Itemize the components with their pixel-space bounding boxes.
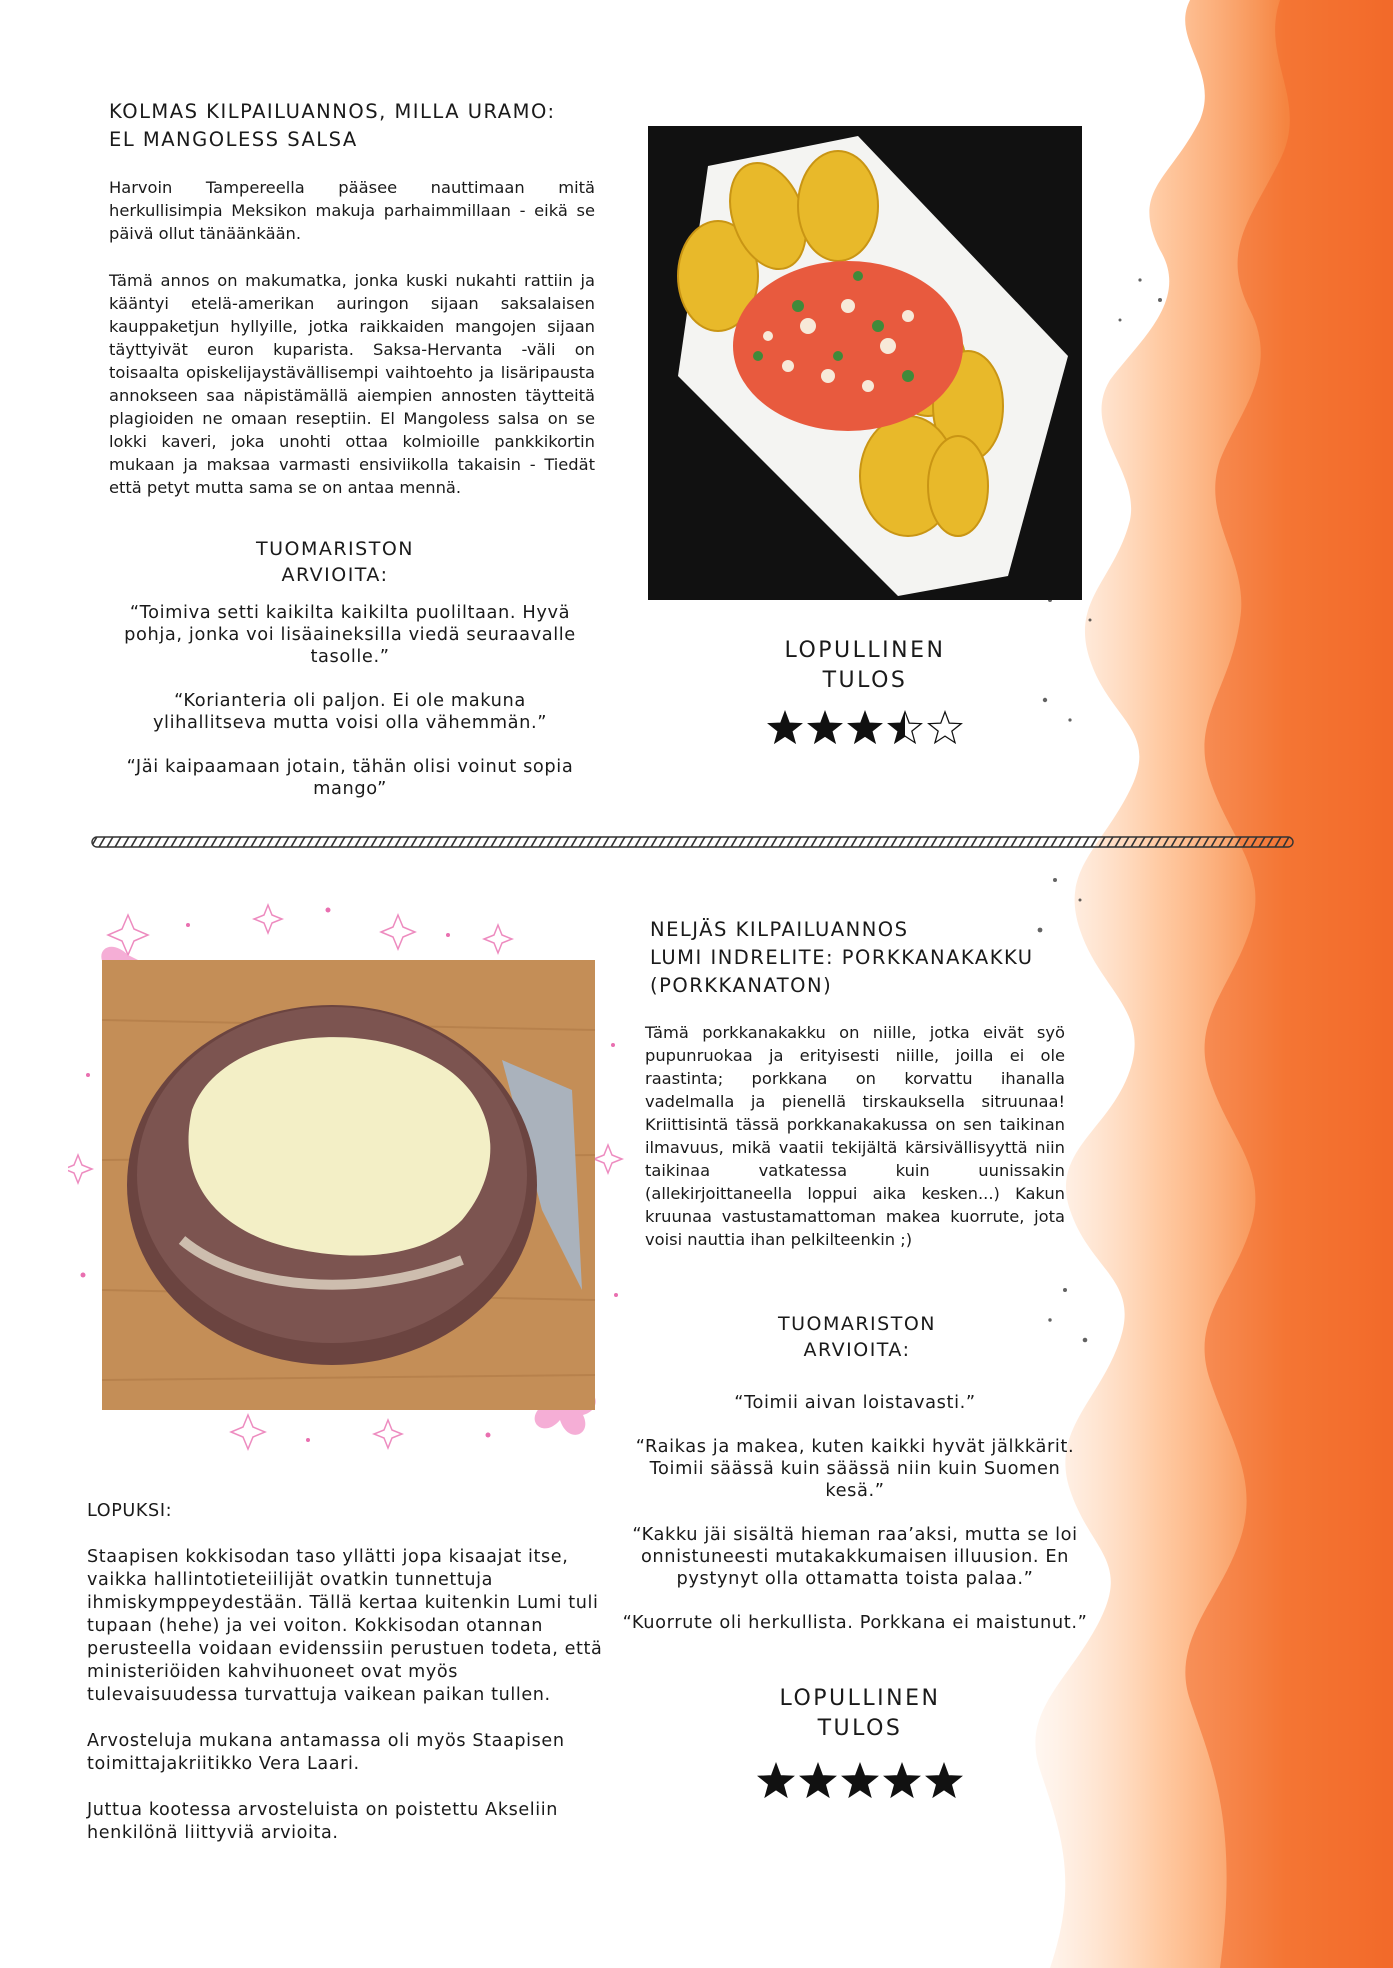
star-full-icon bbox=[847, 710, 883, 746]
entry4-paragraph: Tämä porkkanakakku on niille, jotka eivät syö pupunruokaa ja erityisesti niille, joilla ei ole raastinta; porkkana on korvattu ihanalla vadelmalla ja pienellä tirskauksella sitruunaa! Kriittisintä tässä porkkanakakussa on sen taikinan ilmavuus, mikä vaatii tekijältä kärsivällisyyttä niin taikinaa vatkatessa kuin uunissakin (allekirjoittaneella loppui aika kesken...) Kakun kruunaa vastustamattoman makea kuorrute, jota voisi nauttia ihan pelkilteenkin ;) bbox=[645, 1023, 1065, 1249]
salsa-photo bbox=[648, 126, 1082, 600]
entry3-rating bbox=[715, 710, 1015, 746]
star-half-icon bbox=[887, 710, 923, 746]
entry3-quote-2: “Korianteria oli paljon. Ei ole makuna ylihallitseva mutta voisi olla vähemmän.” bbox=[152, 690, 548, 733]
entry4-quotes bbox=[620, 1392, 1090, 1634]
entry4-final-heading: LOPULLINEN TULOS bbox=[779, 1686, 941, 1741]
cake-photo bbox=[102, 960, 595, 1410]
star-full-icon bbox=[841, 1762, 879, 1800]
closing-section bbox=[87, 1500, 607, 1845]
entry4-quote-2: “Raikas ja makea, kuten kaikki hyvät jälkkärit. Toimii säässä kuin säässä niin kuin Suomen kesä.” bbox=[635, 1436, 1075, 1501]
closing-paragraph-3: Juttua kootessa arvosteluista on poistettu Akseliin henkilönä liittyviä arvioita. bbox=[87, 1800, 559, 1843]
closing-heading: LOPUKSI: bbox=[87, 1501, 173, 1521]
star-full-icon bbox=[807, 710, 843, 746]
entry4-rating bbox=[710, 1762, 1010, 1800]
star-full-icon bbox=[799, 1762, 837, 1800]
closing-paragraph-2: Arvosteluja mukana antamassa oli myös Staapisen toimittajakriitikko Vera Laari. bbox=[87, 1731, 565, 1774]
entry4-judges-heading: TUOMARISTON ARVIOITA: bbox=[778, 1313, 936, 1361]
entry3-quote-3: “Jäi kaipaamaan jotain, tähän olisi voinut sopia mango” bbox=[126, 756, 574, 799]
star-full-icon bbox=[767, 710, 803, 746]
entry4-quote-1: “Toimii aivan loistavasti.” bbox=[734, 1392, 976, 1413]
entry3-final-heading: LOPULLINEN TULOS bbox=[784, 638, 946, 693]
star-full-icon bbox=[757, 1762, 795, 1800]
entry3-quote-1: “Toimiva setti kaikilta kaikilta puoliltaan. Hyvä pohja, jonka voi lisäaineksilla viedä seuraavalle tasolle.” bbox=[124, 602, 576, 667]
entry4-title: NELJÄS KILPAILUANNOS LUMI INDRELITE: PORKKANAKAKKU (PORKKANATON) bbox=[650, 918, 1034, 997]
star-empty-icon bbox=[927, 710, 963, 746]
entry3-paragraph-2: Tämä annos on makumatka, jonka kuski nukahti rattiin ja kääntyi etelä-amerikan auringon sijaan saksalaisen kauppaketjun hyllyille, jotka raikkaiden mangojen sijaan täyttyivät euron kuparista. Saksa-Hervanta -väli on toisaalta opiskelijaystävällisempi vaihtoehto ja lisäripausta annokseen saa näpistämällä aiempien annosten täytteitä plagioiden ne omaan reseptiin. El Mangoless salsa on se lokki kaveri, joka unohti ottaa kolmioille pankkikortin mukaan ja maksaa varmasti ensiviikolla takaisin - Tiedät että petyt mutta sama se on antaa mennä. bbox=[109, 271, 595, 497]
entry4-quote-3: “Kakku jäi sisältä hieman raa’aksi, mutta se loi onnistuneesti mutakakkumaisen illuusion. En pystynyt olla ottamatta toista palaa.” bbox=[632, 1524, 1078, 1589]
entry4-quote-4: “Kuorrute oli herkullista. Porkkana ei maistunut.” bbox=[622, 1612, 1088, 1633]
entry3-paragraph-1: Harvoin Tampereella pääsee nauttimaan mitä herkullisimpia Meksikon makuja parhaimmillaan - eikä se päivä ollut tänäänkään. bbox=[109, 178, 595, 243]
entry3-title: KOLMAS KILPAILUANNOS, MILLA URAMO: EL MANGOLESS SALSA bbox=[109, 100, 556, 151]
star-full-icon bbox=[883, 1762, 921, 1800]
closing-paragraph-1: Staapisen kokkisodan taso yllätti jopa kisaajat itse, vaikka hallintotieteiilijät ovatkin tunnettuja ihmiskymppeydestään. Tällä kertaa kuitenkin Lumi tuli tupaan (hehe) ja vei voiton. Kokkisodan otannan perusteella voidaan evidenssiin perustuen todeta, että ministeriöiden kahvihuoneet ovat myös tulevaisuudessa turvattuja vaikean paikan tullen. bbox=[87, 1547, 603, 1705]
entry3-quotes bbox=[120, 602, 580, 800]
star-full-icon bbox=[925, 1762, 963, 1800]
section-divider bbox=[90, 835, 1295, 849]
entry3-judges-heading: TUOMARISTON ARVIOITA: bbox=[256, 538, 414, 586]
